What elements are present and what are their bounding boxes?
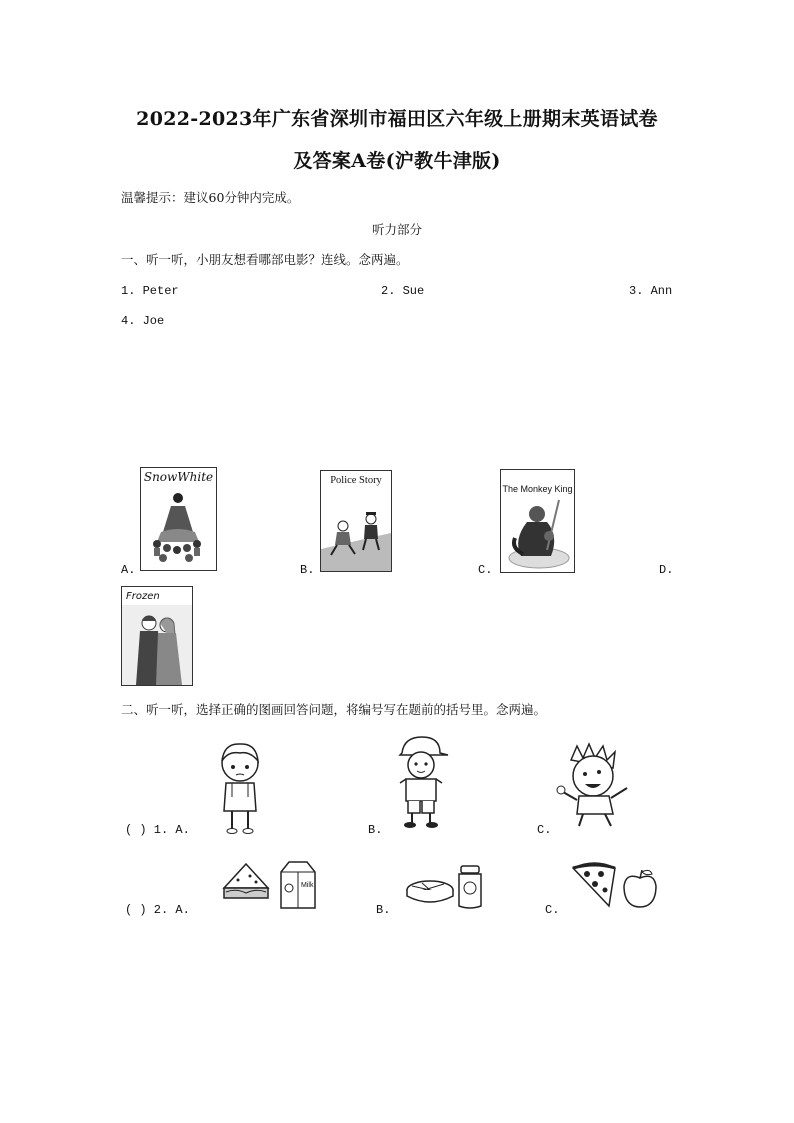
poster-police-story <box>320 470 392 572</box>
name-sue: 2. Sue <box>381 284 425 298</box>
q2-option-c-label: C. <box>545 903 560 917</box>
boy-standing-illustration <box>210 737 270 835</box>
option-d-label: D. <box>659 563 674 577</box>
poster-a-title: SnowWhite <box>143 470 214 484</box>
poster-frozen <box>121 586 193 686</box>
name-joe: 4. Joe <box>121 314 165 328</box>
option-c-label: C. <box>478 563 493 577</box>
sandwich-icon <box>220 858 272 906</box>
name-ann: 3. Ann <box>629 284 673 298</box>
name-peter: 1. Peter <box>121 284 179 298</box>
q2-option-b-label: B. <box>376 903 391 917</box>
apple-icon <box>620 868 660 910</box>
tip-text: 温馨提示：建议60分钟内完成。 <box>121 190 300 205</box>
jam-jar-icon <box>456 864 484 910</box>
snow-white-illustration <box>141 468 216 570</box>
section-heading: 听力部分 <box>371 222 422 237</box>
part2-instruction: 二、听一听，选择正确的图画回答问题，将编号写在题前的括号里。念两遍。 <box>121 702 547 717</box>
poster-d-title: Frozen <box>126 591 160 602</box>
frozen-illustration <box>122 587 192 685</box>
poster-b-title: Police Story <box>330 475 382 486</box>
police-story-illustration <box>321 471 391 571</box>
document-title-line-1: 2022-2023年广东省深圳市福田区六年级上册期末英语试卷 <box>136 108 658 130</box>
poster-monkey-king <box>500 469 575 573</box>
q2-bracket-label: ( ) 2. A. <box>125 903 190 917</box>
pizza-slice-icon <box>569 858 621 910</box>
monkey-king-illustration <box>501 470 574 572</box>
boy-with-cap-illustration <box>392 733 450 831</box>
poster-snow-white <box>140 467 217 571</box>
poster-c-title: The Monkey King <box>502 484 573 494</box>
boy-waving-illustration <box>555 742 637 832</box>
option-b-label: B. <box>300 563 315 577</box>
q1-option-b-label: B. <box>368 823 383 837</box>
milk-carton-label: Milk <box>301 882 314 889</box>
q1-bracket-label: ( ) 1. A. <box>125 823 190 837</box>
q1-option-c-label: C. <box>537 823 552 837</box>
pie-icon <box>404 878 456 908</box>
document-title-line-2: 及答案A卷(沪教牛津版) <box>293 150 501 172</box>
part1-instruction: 一、听一听，小朋友想看哪部电影？连线。念两遍。 <box>121 252 409 267</box>
option-a-label: A. <box>121 563 136 577</box>
